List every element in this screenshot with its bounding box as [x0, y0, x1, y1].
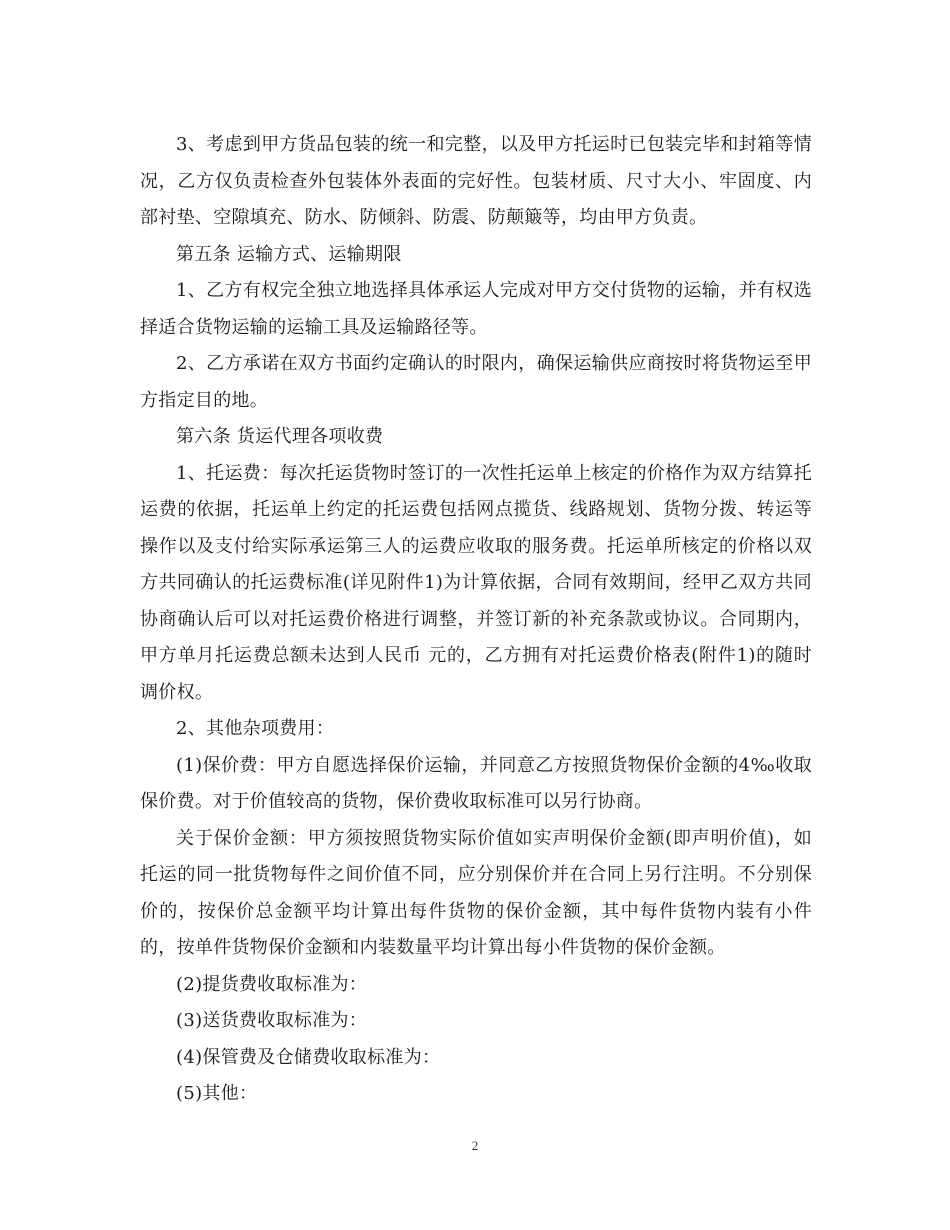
page-number: 2: [471, 1138, 479, 1153]
article-six-heading: 第六条 货运代理各项收费: [176, 426, 384, 447]
paragraph-packaging-responsibility: 3、考虑到甲方货品包装的统一和完整，以及甲方托运时已包装完毕和封箱等情况，乙方仅负责检查外包装体外表面的完好性。包装材质、尺寸大小、牢固度、内部衬垫、空隙填充、防水、防倾斜、防震、防颠簸等，均由甲方负责。: [140, 134, 812, 228]
paragraph-storage-fee: (4)保管费及仓储费收取标准为：: [176, 1046, 441, 1068]
paragraph-shipping-fee: 1、托运费：每次托运货物时签订的一次性托运单上核定的价格作为双方结算托运费的依据，托运单上约定的托运费包括网点揽货、线路规划、货物分拨、转运等操作以及支付给实际承运第三人的运费应收取的服务费。托运单所核定的价格以双方共同确认的托运费标准(详见附件1)为计算依据，合同有效期间，经甲乙双方共同协商确认后可以对托运费价格进行调整，并签订新的补充条款或协议。合同期内，甲方单月托运费总额未达到人民币 元的，乙方拥有对托运费价格表(附件1)的随时调价权。: [140, 462, 812, 703]
article-five-heading: 第五条 运输方式、运输期限: [176, 243, 402, 265]
paragraph-pickup-fee: (2)提货费收取标准为：: [176, 973, 368, 995]
paragraph-carrier-selection: 1、乙方有权完全独立地选择具体承运人完成对甲方交付货物的运输，并有权选择适合货物运输的运输工具及运输路径等。: [140, 280, 812, 338]
paragraph-other-fees: 2、其他杂项费用：: [176, 718, 335, 739]
document-body: [140, 127, 812, 1113]
paragraph-other: (5)其他：: [176, 1083, 258, 1104]
paragraph-delivery-fee: (3)送货费收取标准为：: [176, 1010, 368, 1031]
paragraph-delivery-deadline: 2、乙方承诺在双方书面约定确认的时限内，确保运输供应商按时将货物运至甲方指定目的地。: [140, 353, 812, 411]
paragraph-insurance-fee: (1)保价费：甲方自愿选择保价运输，并同意乙方按照货物保价金额的4‰收取保价费。对于价值较高的货物，保价费收取标准可以另行协商。: [140, 754, 812, 812]
paragraph-insured-amount: 关于保价金额：甲方须按照货物实际价值如实声明保价金额(即声明价值)，如托运的同一批货物每件之间价值不同，应分别保价并在合同上另行注明。不分别保价的，按保价总金额平均计算出每件货物的保价金额，其中每件货物内装有小件的，按单件货物保价金额和内装数量平均计算出每小件货物的保价金额。: [140, 827, 812, 958]
